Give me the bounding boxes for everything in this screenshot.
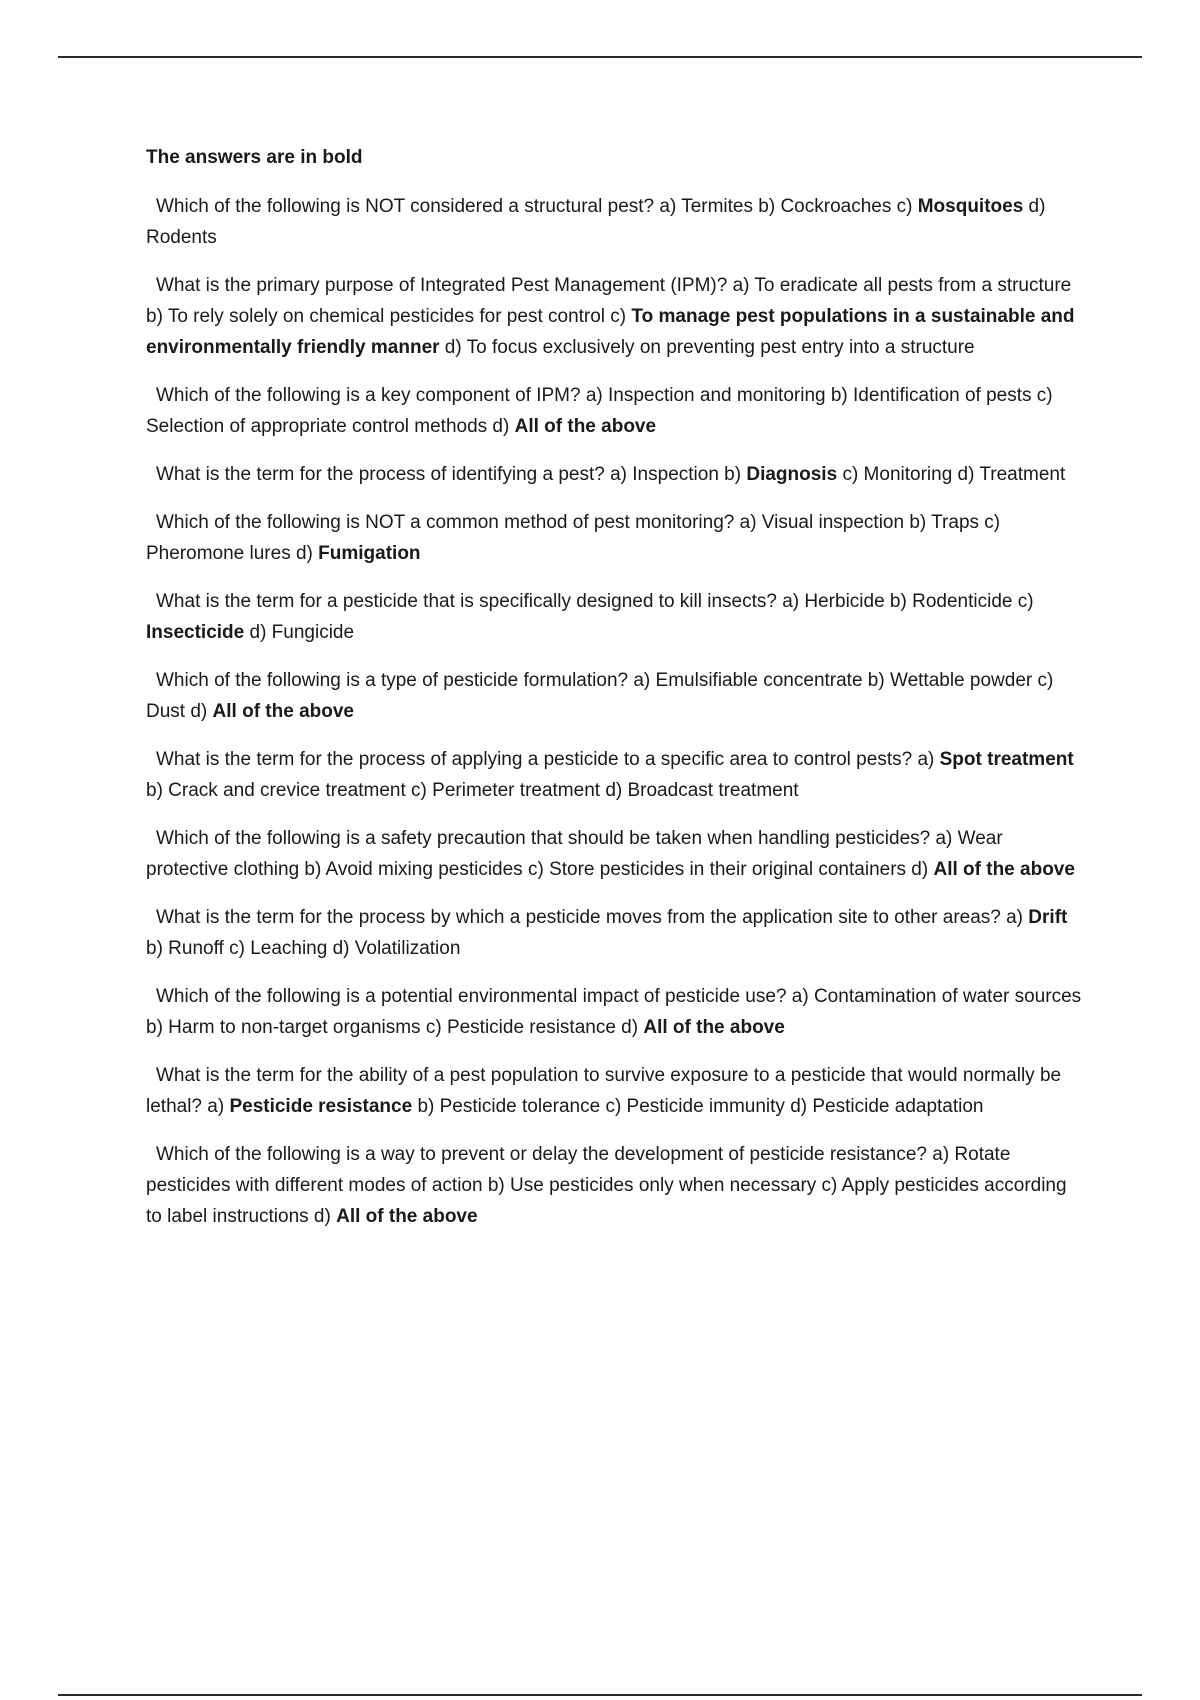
answer-text: Drift bbox=[1028, 907, 1068, 928]
question-text: Which of the following is a safety precaution that should be taken when handling pesticides? a) Wear protective clothing b) Avoid mixing pesticides c) Store pesticides in their original containers d) bbox=[146, 828, 1003, 880]
question-item bbox=[146, 823, 1086, 885]
question-text: Which of the following is a way to prevent or delay the development of pesticide resistance? a) Rotate pesticides with different modes of action b) Use pesticides only when necessary c) Apply pesticides according to label instructions d) bbox=[146, 1144, 1067, 1227]
answer-text: Spot treatment bbox=[939, 749, 1074, 770]
question-text: Which of the following is a potential environmental impact of pesticide use? a) Contamination of water sources b) Harm to non-target organisms c) Pesticide resistance d) bbox=[146, 986, 1082, 1038]
document-heading: The answers are in bold bbox=[146, 147, 363, 168]
header-rule bbox=[58, 56, 1142, 58]
question-item bbox=[146, 586, 1086, 648]
question-text: What is the primary purpose of Integrated Pest Management (IPM)? a) To eradicate all pests from a structure b) To rely solely on chemical pesticides for pest control c) bbox=[146, 275, 1072, 327]
question-item bbox=[146, 507, 1086, 569]
answer-text: Mosquitoes bbox=[917, 196, 1024, 217]
question-text: What is the term for a pesticide that is specifically designed to kill insects? a) Herbicide b) Rodenticide c) bbox=[156, 591, 1034, 612]
question-text: What is the term for the ability of a pest population to survive exposure to a pesticide that would normally be lethal? a) bbox=[146, 1065, 1062, 1117]
question-text: d) Fungicide bbox=[244, 622, 355, 643]
question-text: Which of the following is NOT a common method of pest monitoring? a) Visual inspection b) Traps c) Pheromone lures d) bbox=[146, 512, 1001, 564]
question-item bbox=[146, 459, 1086, 490]
question-text: b) Runoff c) Leaching d) Volatilization bbox=[146, 938, 461, 959]
answer-text: Fumigation bbox=[318, 543, 421, 564]
question-text: What is the term for the process by which a pesticide moves from the application site to other areas? a) bbox=[156, 907, 1029, 928]
answer-text: Insecticide bbox=[146, 622, 245, 643]
footer-rule bbox=[58, 1694, 1142, 1696]
question-text: What is the term for the process of applying a pesticide to a specific area to control pests? a) bbox=[156, 749, 940, 770]
question-text: d) Rodents bbox=[146, 196, 1046, 248]
answer-text: All of the above bbox=[514, 416, 657, 437]
question-text: Which of the following is a type of pesticide formulation? a) Emulsifiable concentrate b) Wettable powder c) Dust d) bbox=[146, 670, 1054, 722]
question-item bbox=[146, 1139, 1086, 1232]
answer-text: All of the above bbox=[933, 859, 1075, 880]
question-text: c) Monitoring d) Treatment bbox=[837, 464, 1066, 485]
question-text: Which of the following is NOT considered a structural pest? a) Termites b) Cockroaches c) bbox=[156, 196, 918, 217]
question-item bbox=[146, 981, 1086, 1043]
question-text: d) To focus exclusively on preventing pest entry into a structure bbox=[439, 337, 975, 358]
answer-text: All of the above bbox=[336, 1206, 478, 1227]
question-item bbox=[146, 665, 1086, 727]
answer-text: All of the above bbox=[643, 1017, 785, 1038]
question-item bbox=[146, 902, 1086, 964]
question-item bbox=[146, 1060, 1086, 1122]
question-item bbox=[146, 380, 1086, 442]
answer-text: To manage pest populations in a sustainable and environmentally friendly manner bbox=[146, 306, 1075, 358]
question-text: What is the term for the process of identifying a pest? a) Inspection b) bbox=[156, 464, 747, 485]
answer-text: Diagnosis bbox=[746, 464, 838, 485]
document-body bbox=[146, 144, 1086, 1249]
question-text: b) Crack and crevice treatment c) Perimeter treatment d) Broadcast treatment bbox=[146, 780, 799, 801]
question-item bbox=[146, 270, 1086, 363]
question-text: b) Pesticide tolerance c) Pesticide immunity d) Pesticide adaptation bbox=[412, 1096, 984, 1117]
question-item bbox=[146, 191, 1086, 253]
answer-text: All of the above bbox=[212, 701, 354, 722]
question-text: Which of the following is a key component of IPM? a) Inspection and monitoring b) Identification of pests c) Selection of appropriate control methods d) bbox=[146, 385, 1053, 437]
question-list bbox=[146, 191, 1086, 1232]
question-item bbox=[146, 744, 1086, 806]
answer-text: Pesticide resistance bbox=[229, 1096, 413, 1117]
